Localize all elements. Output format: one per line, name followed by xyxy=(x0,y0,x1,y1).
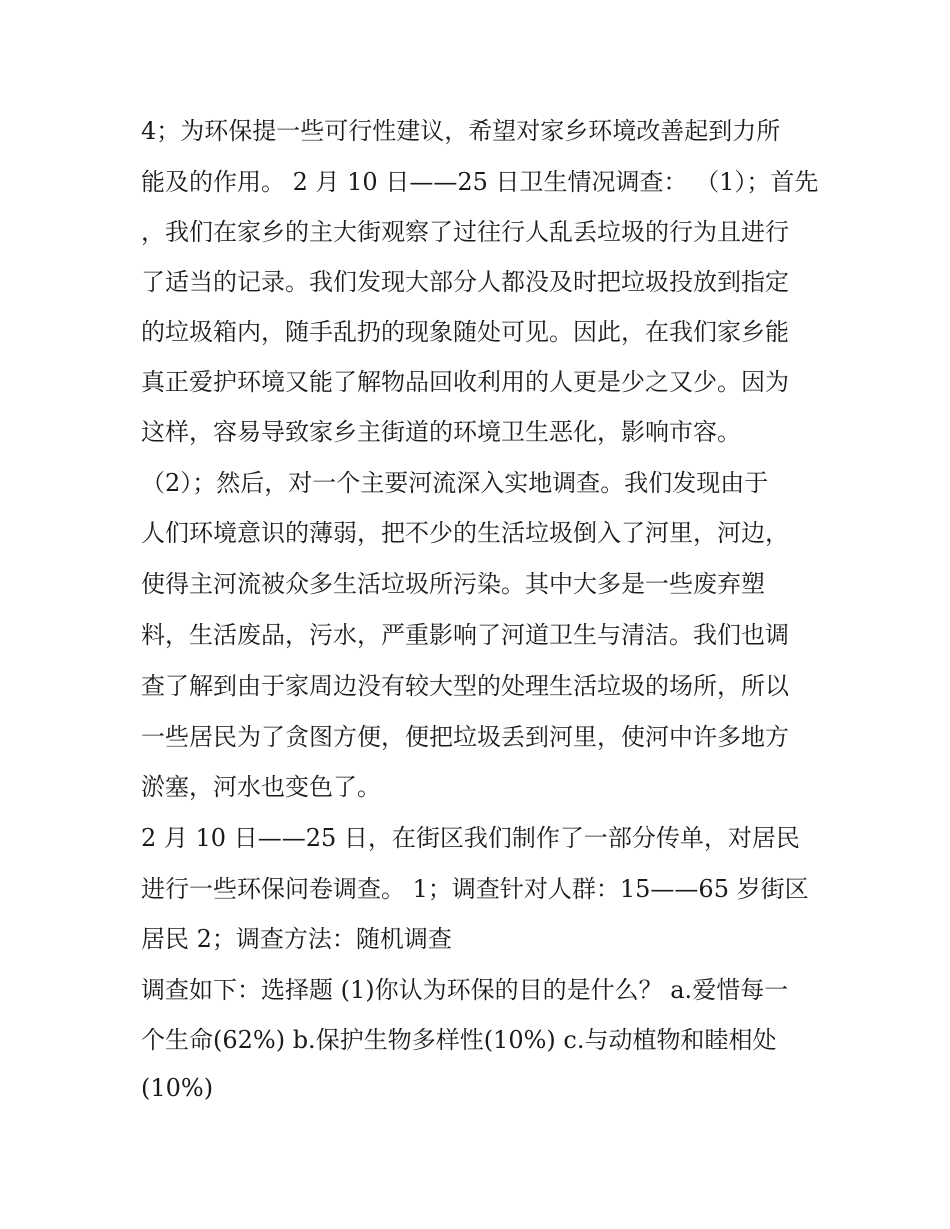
text-line: 人们环境意识的薄弱，把不少的生活垃圾倒入了河里，河边， xyxy=(141,519,789,547)
text-line: 进行一些环保问卷调查。 1；调查针对人群：15——65 岁街区 xyxy=(141,875,809,903)
text-line: (10%) xyxy=(141,1074,214,1102)
text-line: 使得主河流被众多生活垃圾所污染。其中大多是一些废弃塑 xyxy=(141,570,765,598)
text-line: 的垃圾箱内，随手乱扔的现象随处可见。因此，在我们家乡能 xyxy=(141,318,789,346)
text-line: 一些居民为了贪图方便，便把垃圾丢到河里，使河中许多地方 xyxy=(141,723,789,751)
text-line: 能及的作用。 2 月 10 日——25 日卫生情况调查： （1）；首先 xyxy=(141,168,819,196)
text-line: 淤塞，河水也变色了。 xyxy=(141,773,381,801)
text-line: 2 月 10 日——25 日，在街区我们制作了一部分传单，对居民 xyxy=(141,824,800,852)
text-line: ，我们在家乡的主大街观察了过往行人乱丢垃圾的行为且进行 xyxy=(141,218,789,246)
text-line: 4；为环保提一些可行性建议，希望对家乡环境改善起到力所 xyxy=(141,117,781,145)
text-line: 这样，容易导致家乡主街道的环境卫生恶化，影响市容。 xyxy=(141,418,741,446)
text-line: 居民 2；调查方法：随机调查 xyxy=(141,925,452,953)
text-line: 查了解到由于家周边没有较大型的处理生活垃圾的场所，所以 xyxy=(141,672,789,700)
text-line: （2）；然后，对一个主要河流深入实地调查。我们发现由于 xyxy=(141,469,769,497)
text-line: 料，生活废品，污水，严重影响了河道卫生与清洁。我们也调 xyxy=(141,621,789,649)
text-line: 了适当的记录。我们发现大部分人都没及时把垃圾投放到指定 xyxy=(141,268,789,296)
text-line: 真正爱护环境又能了解物品回收利用的人更是少之又少。因为 xyxy=(141,368,789,396)
text-line: 调查如下：选择题 (1)你认为环保的目的是什么？ a.爱惜每一 xyxy=(141,976,789,1004)
text-line: 个生命(62%) b.保护生物多样性(10%) c.与动植物和睦相处 xyxy=(141,1026,777,1054)
